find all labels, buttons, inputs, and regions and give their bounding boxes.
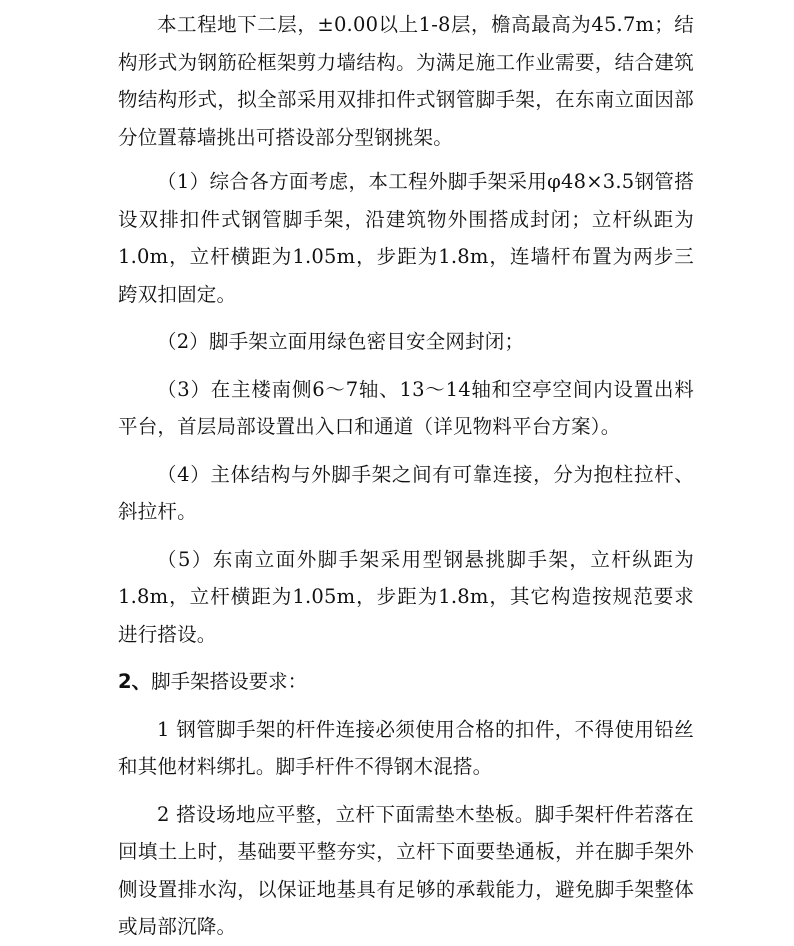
requirement-1: 1 钢管脚手架的杆件连接必须使用合格的扣件，不得使用铅丝和其他材料绑扎。脚手杆件不得钢木混搭。: [118, 717, 694, 778]
paragraph-item-2: （2）脚手架立面用绿色密目安全网封闭；: [157, 330, 525, 353]
requirement-2: 2 搭设场地应平整，立杆下面需垫木垫板。脚手架杆件若落在回填土上时，基础要平整夯实，立杆下面要垫通板，并在脚手架外侧设置排水沟，以保证地基具有足够的承载能力，避免脚手架整体或局部沉降。: [118, 802, 694, 938]
section-heading-title: 脚手架搭设要求：: [151, 670, 308, 693]
paragraph-item-3: （3）在主楼南侧6～7轴、13～14轴和空亭空间内设置出料平台，首层局部设置出入口和通道（详见物料平台方案）。: [118, 377, 694, 438]
paragraph-project-overview: 本工程地下二层，±0.00以上1-8层，檐高最高为45.7m；结构形式为钢筋砼框架剪力墙结构。为满足施工作业需要，结合建筑物结构形式，拟全部采用双排扣件式钢管脚手架，在东南立面因部分位置幕墙挑出可搭设部分型钢挑架。: [118, 13, 694, 149]
section-heading-number: 2、: [118, 670, 152, 693]
section-heading: [118, 663, 694, 701]
paragraph-item-1: （1）综合各方面考虑，本工程外脚手架采用φ48×3.5钢管搭设双排扣件式钢管脚手架，沿建筑物外围搭成封闭；立杆纵距为1.0m，立杆横距为1.05m，步距为1.8m，连墙杆布置为两步三跨双扣固定。: [118, 170, 694, 306]
paragraph-item-5: （5）东南立面外脚手架采用型钢悬挑脚手架，立杆纵距为1.8m，立杆横距为1.05m，步距为1.8m，其它构造按规范要求进行搭设。: [118, 547, 694, 646]
paragraph-item-4: （4）主体结构与外脚手架之间有可靠连接，分为抱柱拉杆、斜拉杆。: [118, 462, 694, 523]
